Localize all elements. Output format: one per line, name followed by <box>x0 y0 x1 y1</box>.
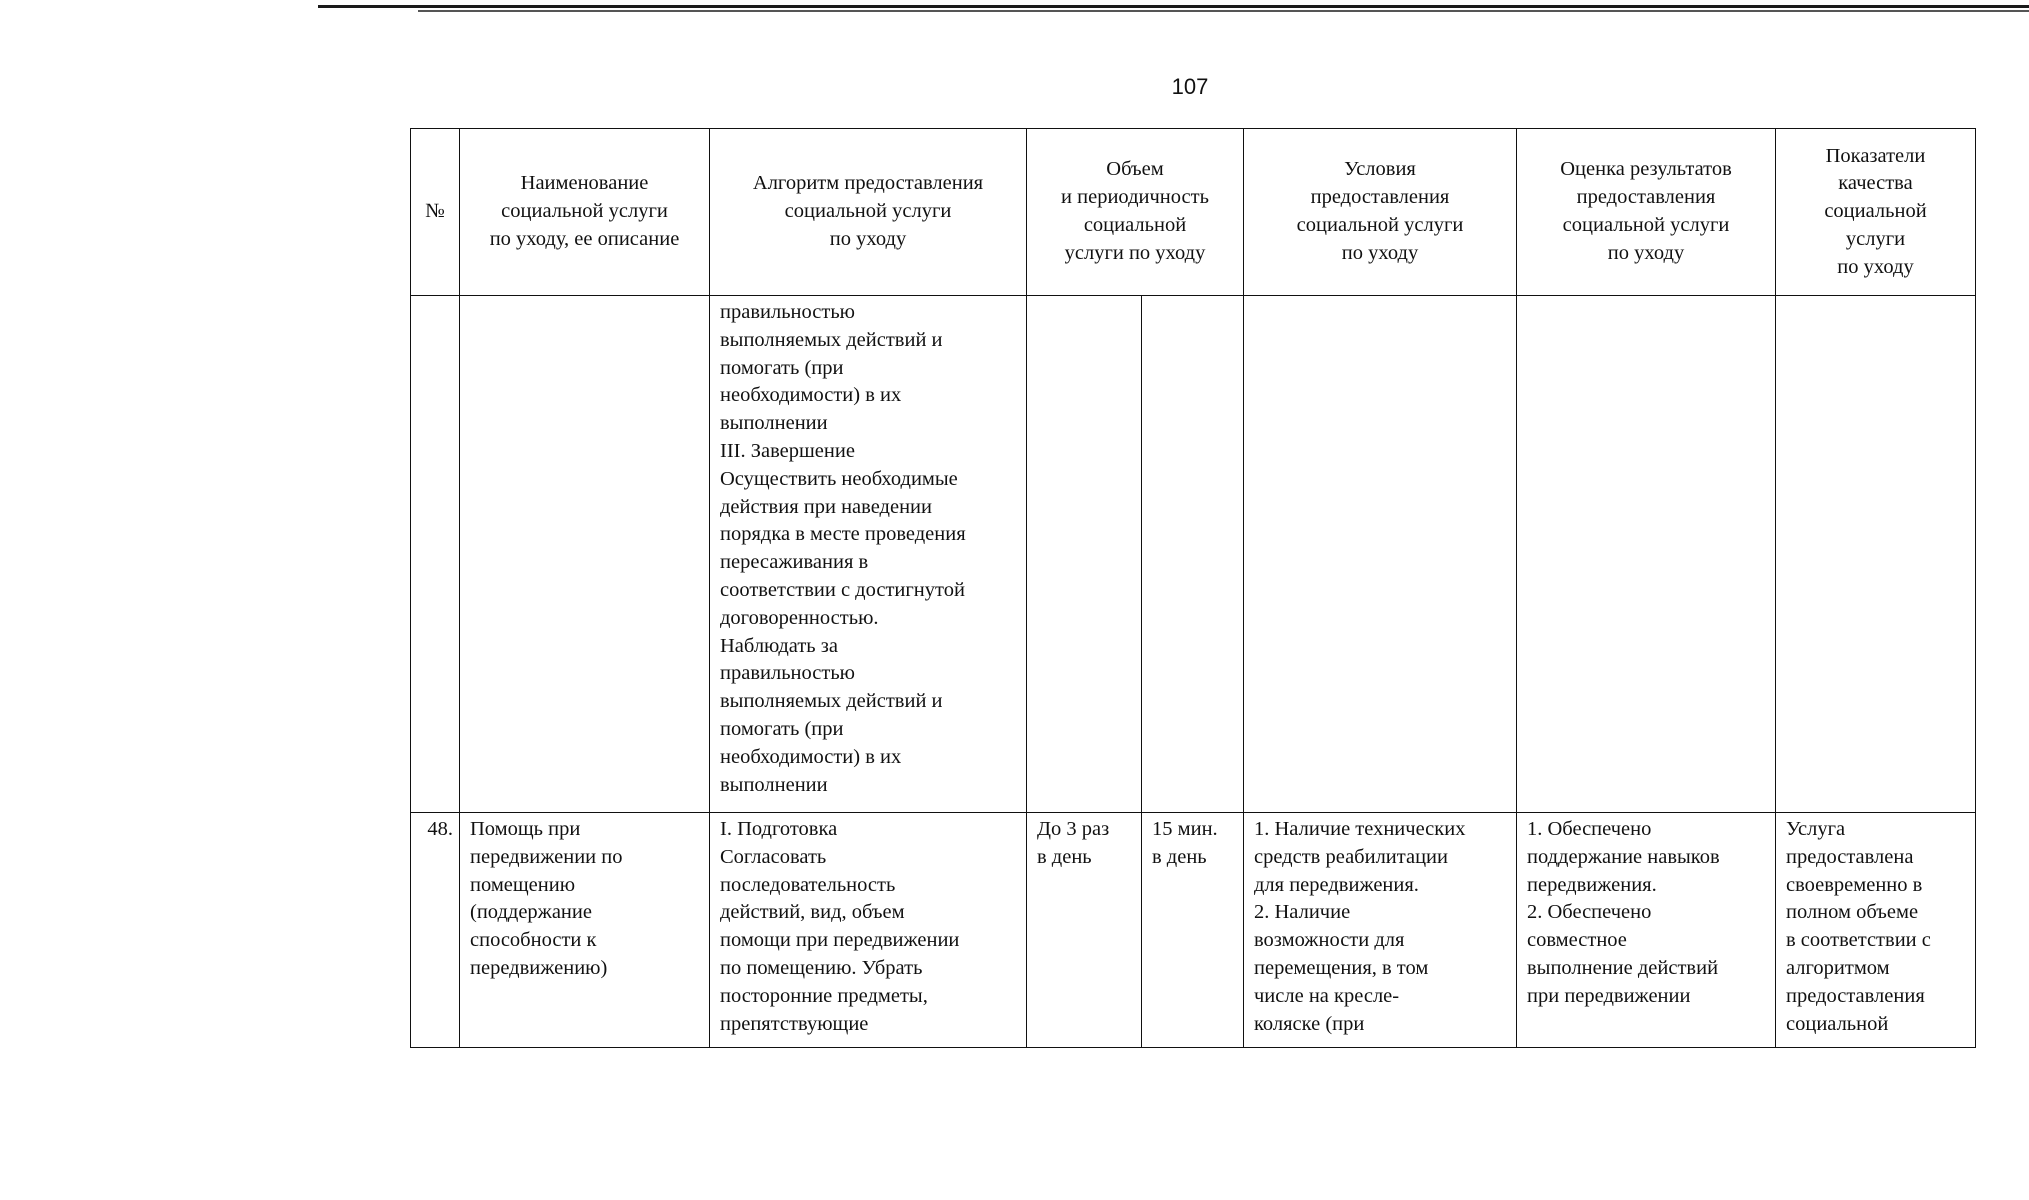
cell-algorithm: правильностью выполняемых действий и помогать (при необходимости) в их выполнении III. Завершение Осуществить необходимые действия при наведении порядка в месте проведения пересаживания в соответствии с достигнутой договоренностью. Наблюдать за правильностью выполняемых действий и помогать (при необходимости) в их выполнении <box>710 296 1027 813</box>
cell-evaluation: 1. Обеспечено поддержание навыков передвижения. 2. Обеспечено совместное выполнение действий при передвижении <box>1517 813 1776 1048</box>
header-algorithm: Алгоритм предоставления социальной услуги по уходу <box>710 129 1027 296</box>
cell-number: 48. <box>411 813 460 1048</box>
cell-periodicity: 15 мин. в день <box>1142 813 1244 1048</box>
cell-periodicity <box>1142 296 1244 813</box>
cell-number <box>411 296 460 813</box>
header-volume-periodicity: Объем и периодичность социальной услуги по уходу <box>1027 129 1244 296</box>
top-rule <box>318 5 2029 8</box>
services-table <box>410 128 1976 1048</box>
cell-volume: До 3 раз в день <box>1027 813 1142 1048</box>
table-row <box>411 296 1976 813</box>
header-quality: Показатели качества социальной услуги по уходу <box>1776 129 1976 296</box>
cell-volume <box>1027 296 1142 813</box>
cell-quality <box>1776 296 1976 813</box>
cell-conditions: 1. Наличие технических средств реабилитации для передвижения. 2. Наличие возможности для перемещения, в том числе на кресле- коляске (при <box>1244 813 1517 1048</box>
table-row <box>411 813 1976 1048</box>
table-header-row <box>411 129 1976 296</box>
page-number: 107 <box>1171 74 1209 99</box>
header-number: № <box>411 129 460 296</box>
cell-service-name <box>460 296 710 813</box>
cell-service-name: Помощь при передвижении по помещению (поддержание способности к передвижению) <box>460 813 710 1048</box>
cell-evaluation <box>1517 296 1776 813</box>
top-rule-secondary <box>418 10 2029 12</box>
header-service-name: Наименование социальной услуги по уходу, ее описание <box>460 129 710 296</box>
header-evaluation: Оценка результатов предоставления социальной услуги по уходу <box>1517 129 1776 296</box>
cell-quality: Услуга предоставлена своевременно в полном объеме в соответствии с алгоритмом предоставления социальной <box>1776 813 1976 1048</box>
cell-conditions <box>1244 296 1517 813</box>
cell-algorithm: I. Подготовка Согласовать последовательность действий, вид, объем помощи при передвижении по помещению. Убрать посторонние предметы, препятствующие <box>710 813 1027 1048</box>
header-conditions: Условия предоставления социальной услуги по уходу <box>1244 129 1517 296</box>
